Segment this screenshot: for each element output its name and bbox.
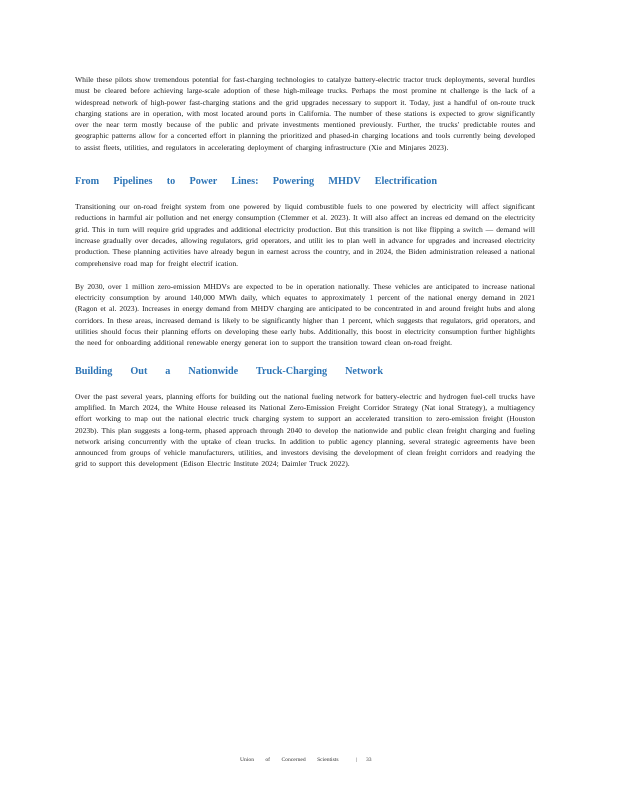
paragraph-pilots-hurdles: While these pilots show tremendous potential for fast-charging technologies to catalyze battery-electric tractor truck deployments, several hurdles must be cleared before achieving large-scale adoption of these high-mileage trucks. Perhaps the most promine nt challenge is the lack of a widespread network of high-power fast-charging stations and the grid upgrades necessary to support it. Today, just a handful of on-route truck charging stations are in operation, with most located around ports in California. The number of these stations is expected to grow significantly over the near term mostly because of the public and private investments mentioned previously. Further, the trucks' predictable routes and geographic patterns allow for a concerted effort in planning the prioritized and phased-in charging locations and tools currently being developed to assist fleets, utilities, and regulators in accelerating deployment of charging infrastructure (Xie and Minjares 2023). — [75, 75, 535, 152]
paragraph-by-2030: By 2030, over 1 million zero-emission MHDVs are expected to be in operation nationally. These vehicles are anticipated to increase national electricity consumption by around 140,000 MWh daily, which equates to approximately 1 percent of the national energy demand in 2021 (Ragon et al. 2023). Increases in energy demand from MHDV charging are anticipated to be concentrated in and around freight hubs and along corridors. In these areas, increased demand is likely to be significantly higher than 1 percent, which suggests that regulators, grid operators, and utilities should focus their planning efforts on developing these early hubs. Additionally, this boost in electricity consumption further highlights the need for onboarding additional renewable energy generat ion to support the transition toward clean on-road freight. — [75, 281, 535, 348]
footer-separator: | — [356, 757, 358, 763]
section-heading-pipelines-to-power-lines: From Pipelines to Power Lines: Powering MHDV Electrification — [75, 176, 437, 188]
page-content — [75, 74, 535, 470]
section-heading-truck-charging-network: Building Out a Nationwide Truck-Charging Network — [75, 365, 383, 377]
footer-organization: Union of Concerned Scientists — [240, 757, 339, 763]
page-footer — [0, 757, 618, 769]
paragraph-planning-efforts: Over the past several years, planning efforts for building out the national fueling network for battery-electric and hydrogen fuel-cell trucks have amplified. In March 2024, the White House released its National Zero-Emission Freight Corridor Strategy (Nat ional Strategy), a multiagency effort working to map out the national electric truck charging system to support an accelerated transition to zero-emission freight (Houston 2023b). This plan suggests a long-term, phased approach through 2040 to develop the nationwide and public clean freight charging and fueling network arising concurrently with the uptake of clean trucks. In addition to public agency planning, several strategic agreements have been announced from groups of vehicle manufacturers, utilities, and investors devising the development of clean freight corridors and readying the grid to support this development (Edison Electric Institute 2024; Daimler Truck 2022). — [75, 391, 535, 469]
paragraph-transitioning-freight: Transitioning our on-road freight system from one powered by liquid combustible fuels to one powered by electricity will affect significant reductions in harmful air pollution and net energy consumption (Clemmer et al. 2023). It will also affect an increas ed demand on the electricity grid. This in turn will require grid upgrades and additional electricity production. But this transition is not like flipping a switch — demand will increase gradually over decades, allowing regulators, grid operators, and utilit ies to plan well in advance for upgrades and increased electricity production. These planning activities have already begun in earnest across the country, and in 2024, the Biden administration released a national comprehensive road map for freight electrif ication. — [75, 202, 535, 268]
page-number: 33 — [366, 757, 372, 763]
